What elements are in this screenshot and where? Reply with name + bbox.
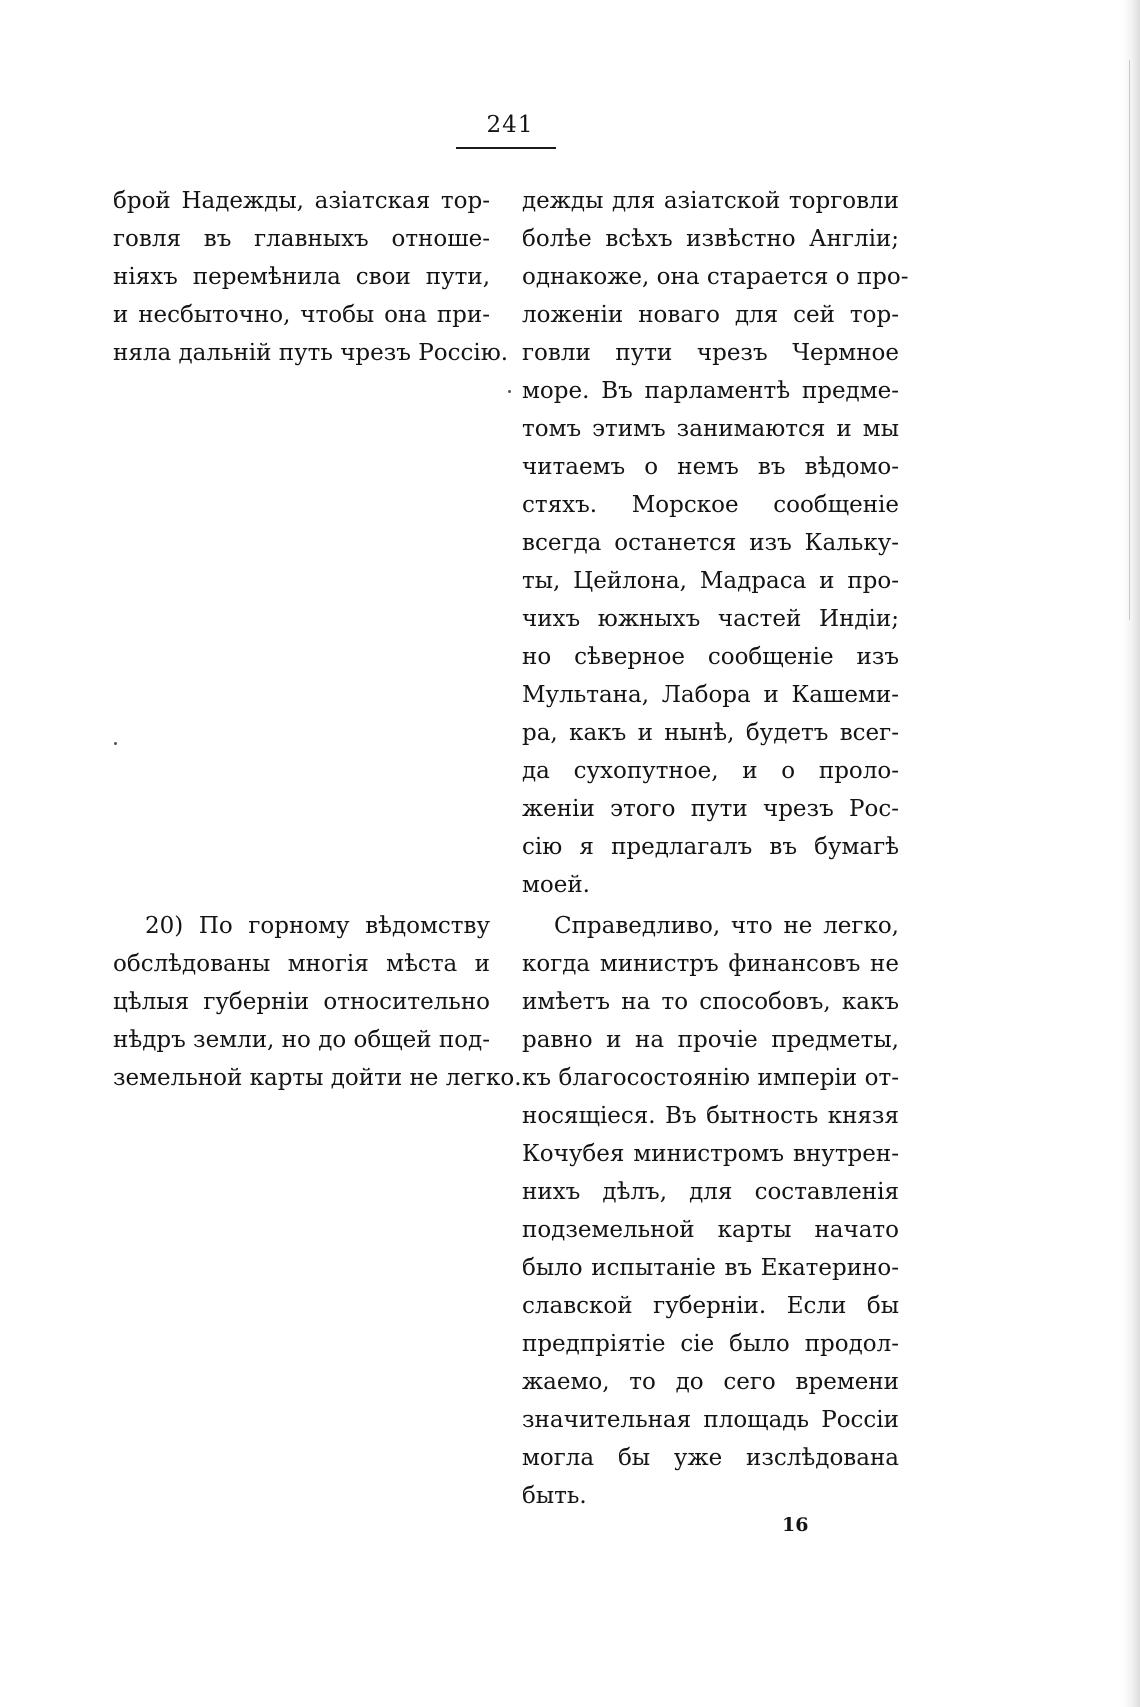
text-line: брой Надежды, азіатская тор- <box>113 188 490 214</box>
text-line: подземельной карты начато <box>522 1217 899 1243</box>
text-line: ложеніи новаго для сей тор- <box>522 302 899 328</box>
text-line: значительная площадь Россіи <box>522 1407 899 1433</box>
text-line: равно и на прочіе предметы, <box>522 1027 899 1053</box>
text-line: могла бы уже изслѣдована <box>522 1445 899 1471</box>
text-line: земельной карты дойти не легко. <box>113 1065 522 1091</box>
text-line: къ благосостоянію имперіи от- <box>522 1065 899 1091</box>
signature-mark: 16 <box>782 1514 809 1536</box>
text-line: Справедливо, что не легко, <box>554 913 899 939</box>
scan-speck <box>114 742 117 745</box>
text-line: сію я предлагалъ въ бумагѣ <box>522 834 899 860</box>
text-line: говли пути чрезъ Чермное <box>522 340 899 366</box>
text-line: Мультана, Лабора и Кашеми- <box>522 682 899 708</box>
text-line: стяхъ. Морское сообщеніе <box>522 492 899 518</box>
text-line: цѣлыя губерніи относительно <box>113 989 490 1015</box>
text-line: болѣе всѣхъ извѣстно Англіи; <box>522 226 899 252</box>
page-number-rule <box>456 147 556 149</box>
page-edge-shadow <box>1122 0 1140 1707</box>
left-column-paragraph-20 <box>113 907 522 1097</box>
text-line: няла дальній путь чрезъ Россію. <box>113 340 509 366</box>
text-line: ра, какъ и нынѣ, будетъ всег- <box>522 720 899 746</box>
text-line: когда министръ финансовъ не <box>522 951 899 977</box>
text-line: нѣдръ земли, но до общей под- <box>113 1027 490 1053</box>
text-line: носящіеся. Въ бытность князя <box>522 1103 899 1129</box>
left-column-top-paragraph <box>113 182 509 372</box>
scan-speck <box>508 390 511 393</box>
text-line: но сѣверное сообщеніе изъ <box>522 644 899 670</box>
text-line: нихъ дѣлъ, для составленія <box>522 1179 899 1205</box>
text-line: всегда останется изъ Кальку- <box>522 530 899 556</box>
right-column-top-paragraph <box>522 182 909 904</box>
text-line: ты, Цейлона, Мадраса и про- <box>522 568 899 594</box>
text-line: женіи этого пути чрезъ Рос- <box>522 796 899 822</box>
text-line: славской губерніи. Если бы <box>522 1293 899 1319</box>
text-line: однакоже, она старается о про- <box>522 264 909 290</box>
text-line: говля въ главныхъ отноше- <box>113 226 490 252</box>
text-line: Кочубея министромъ внутрен- <box>522 1141 899 1167</box>
text-line: моей. <box>522 872 590 898</box>
right-column-bottom-paragraph <box>522 907 899 1515</box>
page-edge-line <box>1129 60 1130 620</box>
text-line: дежды для азіатской торговли <box>522 188 899 214</box>
page-number: 241 <box>486 112 534 138</box>
text-line: жаемо, то до сего времени <box>522 1369 899 1395</box>
text-line: обслѣдованы многія мѣста и <box>113 951 490 977</box>
text-line: читаемъ о немъ въ вѣдомо- <box>522 454 899 480</box>
text-line: было испытаніе въ Екатерино- <box>522 1255 899 1281</box>
text-line: да сухопутное, и о проло- <box>522 758 899 784</box>
text-line: предпріятіе сіе было продол- <box>522 1331 899 1357</box>
text-line: море. Въ парламентѣ предме- <box>522 378 899 404</box>
text-line: быть. <box>522 1483 587 1509</box>
text-line: имѣетъ на то способовъ, какъ <box>522 989 899 1015</box>
text-line: и несбыточно, чтобы она при- <box>113 302 490 328</box>
text-line: чихъ южныхъ частей Индіи; <box>522 606 899 632</box>
text-line: ніяхъ перемѣнила свои пути, <box>113 264 490 290</box>
text-line: 20) По горному вѣдомству <box>145 913 490 939</box>
text-line: томъ этимъ занимаются и мы <box>522 416 899 442</box>
